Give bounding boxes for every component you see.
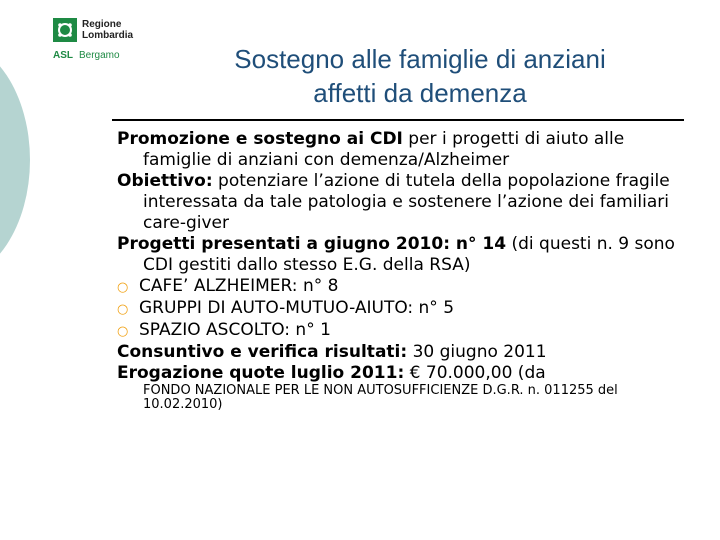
paragraph-erogazione-text: € 70.000,00 (da: [404, 363, 546, 383]
decorative-circle-light: [0, 40, 30, 280]
logo-city: Bergamo: [79, 50, 120, 61]
paragraph-consuntivo: [117, 342, 687, 363]
slide-title-line2: affetti da demenza: [313, 78, 527, 108]
circle-bullet-icon: ○: [117, 302, 129, 317]
paragraph-erogazione-heading: Erogazione quote luglio 2011:: [117, 363, 405, 383]
logo-region-line1: Regione: [82, 19, 122, 30]
paragraph-obiettivo-heading: Obiettivo:: [117, 171, 213, 191]
bullet-text: GRUPPI DI AUTO-MUTUO-AIUTO: n° 5: [139, 298, 455, 318]
logo-region-text: [82, 19, 133, 41]
paragraph-promozione-text: per i progetti di aiuto alle famiglie di anziani con demenza/Alzheimer: [143, 129, 625, 170]
circle-bullet-icon: ○: [117, 280, 129, 295]
bullet-text: SPAZIO ASCOLTO: n° 1: [139, 320, 331, 340]
paragraph-progetti: [117, 234, 687, 276]
regione-lombardia-logo: [48, 16, 158, 68]
rosa-camuna-icon: [53, 18, 77, 42]
logo-region-line2: Lombardia: [82, 30, 134, 41]
paragraph-obiettivo: [117, 171, 687, 234]
title-divider: [112, 119, 684, 121]
paragraph-progetti-text: (di questi n. 9 sono CDI gestiti dallo stesso E.G. della RSA): [143, 234, 675, 275]
paragraph-erogazione-note: FONDO NAZIONALE PER LE NON AUTOSUFFICIENZE D.G.R. n. 011255 del 10.02.2010): [143, 383, 618, 412]
paragraph-progetti-heading: Progetti presentati a giugno 2010: n° 14: [117, 234, 507, 254]
paragraph-promozione-heading: Promozione e sostegno ai CDI: [117, 129, 403, 149]
logo-asl: ASL: [53, 50, 73, 61]
list-item: [117, 298, 687, 320]
paragraph-erogazione: [117, 363, 687, 384]
paragraph-obiettivo-text: potenziare l’azione di tutela della popolazione fragile interessata da tale patologia e sostenere l’azione dei familiari care-giver: [143, 171, 670, 233]
list-item: [117, 320, 687, 342]
slide-content: [117, 129, 687, 412]
bullet-text: CAFE’ ALZHEIMER: n° 8: [139, 276, 339, 296]
slide-title: [170, 42, 670, 110]
slide-title-line1: Sostegno alle famiglie di anziani: [234, 44, 606, 74]
paragraph-consuntivo-text: 30 giugno 2011: [407, 342, 547, 362]
paragraph-consuntivo-heading: Consuntivo e verifica risultati:: [117, 342, 408, 362]
circle-bullet-icon: ○: [117, 324, 129, 339]
paragraph-promozione: [117, 129, 687, 171]
list-item: [117, 276, 687, 298]
logo-asl-text: [53, 50, 120, 61]
